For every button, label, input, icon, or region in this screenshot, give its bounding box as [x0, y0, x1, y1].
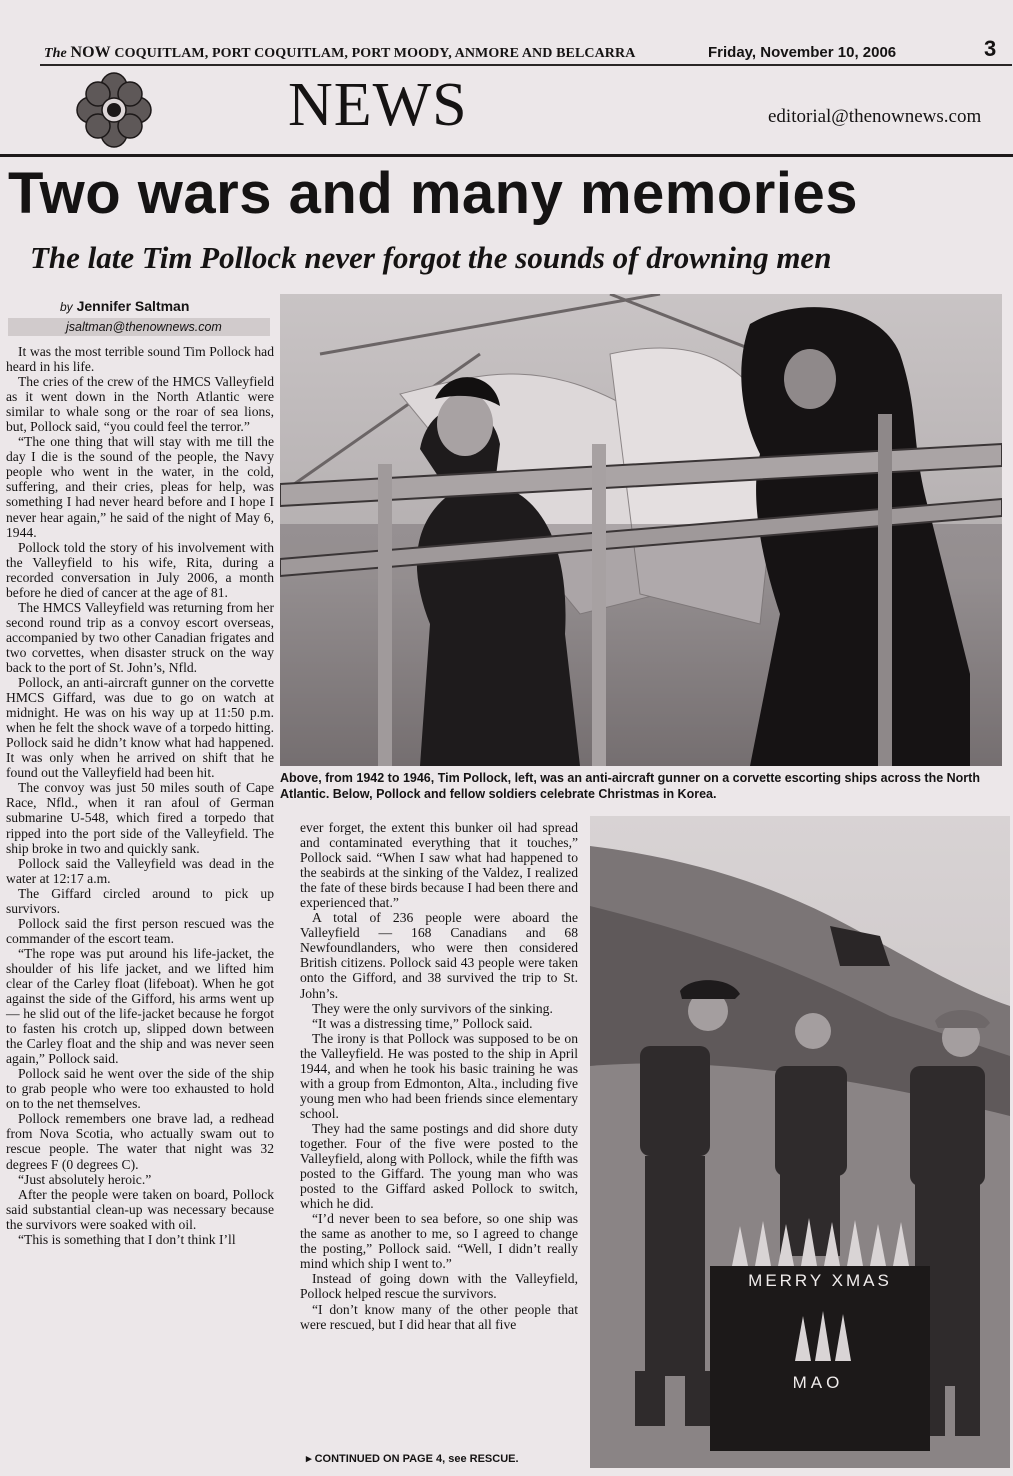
paragraph: Pollock said he went over the side of the ship to grab people who were too exhausted to hold on to the net themselves. — [6, 1066, 274, 1112]
masthead-regions: COQUITLAM, PORT COQUITLAM, PORT MOODY, ANMORE AND BELCARRA — [114, 46, 636, 61]
paragraph: Pollock, an anti-aircraft gunner on the corvette HMCS Giffard, was due to go on watch at midnight. He was on his way up at 11:50 p.m. when he felt the shock wave of a torpedo hitting. Pollock said he didn’t know what had happened. It was only when he arrived on shift that he found out the Valleyfield had been hit. — [6, 675, 274, 781]
byline-prefix: by — [60, 300, 73, 314]
paragraph: The irony is that Pollock was supposed to be on the Valleyfield. He was posted to the ship in April 1944, and when he took his basic training he was with a group from Edmonton, Alta., including five young men who had been friends since elementary school. — [300, 1030, 578, 1121]
paragraph: “I’d never been to sea before, so one ship was the same as another to me, so I agreed to change the posting,” Pollock said. “Well, I didn’t really mind which ship I went to.” — [300, 1211, 578, 1272]
continue-arrow-icon: ▸ — [306, 1453, 312, 1465]
paragraph: The convoy was just 50 miles south of Cape Race, Nfld., when it ran afoul of German submarine U-548, which fired a torpedo that ripped into the port side of the Valleyfield. The ship broke in two and quickly sank. — [6, 780, 274, 856]
issue-date: Friday, November 10, 2006 — [708, 44, 897, 61]
paragraph: “It was a distressing time,” Pollock said. — [312, 1015, 533, 1031]
deck: The late Tim Pollock never forgot the sounds of drowning men — [30, 240, 832, 275]
paragraph: The Giffard circled around to pick up survivors. — [6, 885, 274, 916]
continued-text: CONTINUED ON PAGE 4, see RESCUE. — [314, 1453, 519, 1465]
paragraph: “The rope was put around his life-jacket, the shoulder of his life jacket, and we lifted him clear of the Carley float (lifeboat). When he got against the side of the Gifford, his arms went up — he slid out of the life-jacket because he forgot to fasten his crotch up, slipped down between the Carley float and the ship and was never seen again,” Pollock said. — [6, 945, 274, 1067]
paragraph: Pollock said the first person rescued was the commander of the escort team. — [6, 915, 274, 946]
continued-notice — [306, 1452, 519, 1465]
paragraph: Pollock remembers one brave lad, a redhead from Nova Scotia, who actually swam out to rescue people. The water that night was 32 degrees F (0 degrees C). — [6, 1111, 274, 1172]
paragraph: “This is something that I don’t think I’ll — [18, 1231, 236, 1247]
poppy-icon — [76, 72, 152, 148]
paragraph: Pollock told the story of his involvement with the Valleyfield to his wife, Rita, during a recorded conversation in July 2006, a month before he died of cancer at the age of 81. — [6, 539, 274, 600]
headline: Two wars and many memories — [8, 161, 858, 226]
paragraph: “The one thing that will stay with me till the day I die is the sound of the people, the Navy people who went in the water, in the cold, suffering, and their cries, pleas for help, was something I had never heard before and I hope I never hear again,” he said of the night of May 6, 1944. — [6, 434, 274, 540]
author-name: Jennifer Saltman — [76, 298, 190, 314]
korea-christmas-photo — [590, 816, 1010, 1468]
header-rule — [0, 154, 1013, 157]
paragraph: Instead of going down with the Valleyfield, Pollock helped rescue the survivors. — [300, 1271, 578, 1302]
page-number: 3 — [984, 36, 997, 61]
paragraph: ever forget, the extent this bunker oil had spread and contaminated everything that it touches,” Pollock said. “When I saw what had happened to the seabirds at the sinking of the Valdez, I realized the fate of these birds because I had been there and experienced that.” — [300, 820, 578, 911]
photo-caption: Above, from 1942 to 1946, Tim Pollock, left, was an anti-aircraft gunner on a corvette escorting ships across the North Atlantic. Below, Pollock and fellow soldiers celebrate Christmas in Korea. — [280, 771, 980, 801]
paragraph: After the people were taken on board, Pollock said substantial clean-up was necessary because the survivors were soaked with oil. — [6, 1186, 274, 1232]
editorial-email: editorial@thenownews.com — [768, 106, 982, 127]
masthead-line — [44, 44, 635, 62]
sign-mao: MAO — [792, 1373, 844, 1392]
paragraph: “Just absolutely heroic.” — [18, 1171, 152, 1187]
paragraph: The cries of the crew of the HMCS Valleyfield as it went down in the North Atlantic were similar to whale song or the roar of sea lions, but, Pollock said, “you could feel the terror.” — [6, 374, 274, 435]
byline — [60, 298, 189, 314]
paragraph: The HMCS Valleyfield was returning from her second round trip as a convoy escort overseas, accompanied by two other Canadian frigates and two corvettes, when disaster struck on the way back to the port of St. John’s, Nfld. — [6, 599, 274, 675]
sign-merry-xmas: MERRY XMAS — [748, 1271, 892, 1290]
paragraph: It was the most terrible sound Tim Pollock had heard in his life. — [6, 344, 274, 375]
paragraph: Pollock said the Valleyfield was dead in the water at 12:17 a.m. — [6, 855, 274, 886]
brand-prefix: The — [44, 46, 67, 61]
paragraph: They had the same postings and did shore duty together. Four of the five were posted to the Valleyfield, along with Pollock, while the fifth was posted to the Giffard. The young man who was posted to the Giffard asked Pollock to switch, which he did. — [300, 1120, 578, 1212]
paragraph: “I don’t know many of the other people that were rescued, but I did hear that all five — [300, 1301, 578, 1332]
top-rule — [40, 64, 1012, 66]
brand-name: NOW — [70, 44, 111, 61]
paragraph: A total of 236 people were aboard the Valleyfield — 168 Canadians and 68 Newfoundlanders, who were then considered British citizens. Pollock said 43 people were taken onto the Gifford, and 38 survived the trip to St. John’s. — [300, 910, 578, 1001]
section-title: NEWS — [288, 71, 468, 139]
ship-crew-photo — [280, 294, 1002, 766]
article-column-1 — [6, 344, 274, 1247]
paragraph: They were the only survivors of the sinking. — [312, 1000, 553, 1016]
author-email: jsaltman@thenownews.com — [8, 318, 270, 336]
article-column-2 — [300, 820, 578, 1332]
